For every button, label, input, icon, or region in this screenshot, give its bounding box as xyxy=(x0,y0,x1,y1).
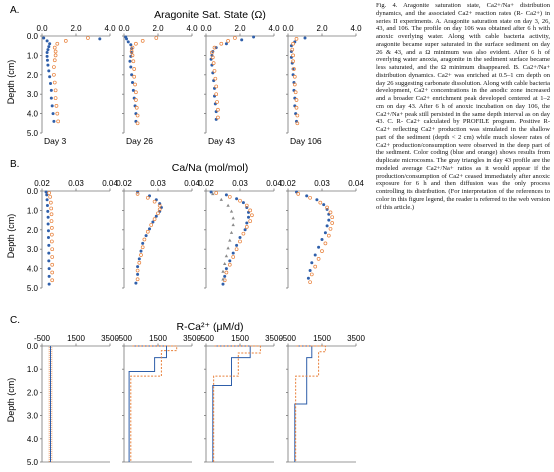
data-point-blue xyxy=(133,97,136,100)
data-point-blue xyxy=(309,269,312,272)
data-point-blue xyxy=(160,206,163,209)
data-point-blue xyxy=(134,120,137,123)
data-point-blue xyxy=(46,59,49,62)
x-tick-label: 4.0 xyxy=(268,24,280,33)
data-point-orange xyxy=(213,69,216,72)
panel-c-title: R-Ca²⁺ (μM/d) xyxy=(176,321,244,333)
data-point-blue xyxy=(50,89,53,92)
data-point-orange xyxy=(250,214,253,217)
data-point-orange xyxy=(50,207,53,210)
y-tick-label: 4.0 xyxy=(26,264,38,274)
x-tick-label: -500 xyxy=(33,334,51,343)
y-tick-label: 5.0 xyxy=(26,284,38,293)
data-point-blue xyxy=(48,42,51,45)
step-profile-orange xyxy=(131,346,177,462)
data-point-orange xyxy=(51,271,54,274)
step-profile-blue xyxy=(213,346,250,462)
x-tick-label: 0.03 xyxy=(68,179,84,188)
data-point-orange xyxy=(132,60,135,63)
data-point-blue xyxy=(327,219,330,222)
x-tick-label: 0.04 xyxy=(102,179,118,188)
data-point-orange xyxy=(294,91,297,94)
x-tick-label: 0.03 xyxy=(314,179,330,188)
data-point-orange xyxy=(295,106,298,109)
x-tick-label: 2.0 xyxy=(152,24,164,33)
data-point-blue xyxy=(232,252,235,255)
data-point-blue xyxy=(292,73,295,76)
data-point-blue xyxy=(292,89,295,92)
data-point-blue xyxy=(315,198,318,201)
data-point-orange xyxy=(239,199,242,202)
panel-b-letter: B. xyxy=(10,159,20,170)
data-point-orange xyxy=(292,54,295,57)
data-point-orange xyxy=(310,273,313,276)
data-point-blue xyxy=(240,38,243,41)
data-point-blue xyxy=(223,275,226,278)
data-point-blue xyxy=(47,69,50,72)
x-tick-label: 0.02 xyxy=(280,179,296,188)
data-point-orange xyxy=(48,191,51,194)
data-point-blue xyxy=(128,60,131,63)
data-point-orange xyxy=(54,97,57,100)
data-point-orange xyxy=(324,242,327,245)
data-point-blue xyxy=(326,224,329,227)
data-point-orange xyxy=(136,114,139,117)
data-point-orange xyxy=(146,230,149,233)
y-tick-label: 1.0 xyxy=(26,365,38,375)
data-point-orange xyxy=(53,81,56,84)
data-point-orange xyxy=(220,42,223,45)
data-point-orange xyxy=(331,216,334,219)
data-point-gray-triangle xyxy=(228,239,231,242)
data-point-gray-triangle xyxy=(226,246,229,249)
data-point-blue xyxy=(45,190,48,193)
data-point-blue xyxy=(134,104,137,107)
data-point-orange xyxy=(53,46,56,49)
data-point-orange xyxy=(141,246,144,249)
data-point-orange xyxy=(50,226,53,229)
data-point-orange xyxy=(50,213,53,216)
data-point-blue xyxy=(214,102,217,105)
x-tick-label: 2.0 xyxy=(70,24,82,33)
data-point-blue xyxy=(235,197,238,200)
data-point-orange xyxy=(51,279,54,282)
x-tick-label: 3500 xyxy=(265,334,283,343)
x-tick-label: 0.0 xyxy=(282,24,294,33)
data-point-blue xyxy=(47,244,50,247)
data-point-blue xyxy=(46,64,49,67)
step-profile-blue xyxy=(129,346,166,462)
y-tick-label: 1.0 xyxy=(26,206,38,216)
data-point-orange xyxy=(239,240,242,243)
data-point-orange xyxy=(133,75,136,78)
y-tick-label: 3.0 xyxy=(26,90,38,100)
y-tick-label: 2.0 xyxy=(26,225,38,235)
data-point-orange xyxy=(52,73,55,76)
data-point-orange xyxy=(296,114,299,117)
data-point-orange xyxy=(157,212,160,215)
data-point-blue xyxy=(225,42,228,45)
data-point-orange xyxy=(321,250,324,253)
data-point-blue xyxy=(322,203,325,206)
x-tick-label: 1500 xyxy=(313,334,331,343)
data-point-orange xyxy=(215,93,218,96)
data-point-blue xyxy=(294,112,297,115)
data-point-orange xyxy=(134,99,137,102)
data-point-blue xyxy=(129,66,132,69)
panel-c-letter: C. xyxy=(10,315,20,326)
data-point-blue xyxy=(136,273,139,276)
data-point-gray-triangle xyxy=(223,262,226,265)
day-label: Day 43 xyxy=(208,136,235,146)
data-point-orange xyxy=(134,42,137,45)
data-point-orange xyxy=(155,36,158,39)
x-tick-label: 2.0 xyxy=(234,24,246,33)
data-point-orange xyxy=(56,42,59,45)
data-point-blue xyxy=(48,267,51,270)
data-point-orange xyxy=(54,89,57,92)
data-point-blue xyxy=(47,45,50,48)
data-point-orange xyxy=(292,42,295,45)
data-point-orange xyxy=(49,201,52,204)
data-point-orange xyxy=(225,271,228,274)
data-point-blue xyxy=(321,238,324,241)
data-point-orange xyxy=(233,36,236,39)
data-point-blue xyxy=(228,259,231,262)
data-point-orange xyxy=(327,234,330,237)
data-point-blue xyxy=(215,110,218,113)
y-tick-label: 0.0 xyxy=(26,32,38,41)
day-label: Day 26 xyxy=(126,136,153,146)
x-tick-label: -500 xyxy=(115,334,133,343)
data-point-blue xyxy=(47,252,50,255)
data-point-orange xyxy=(329,227,332,230)
data-point-blue xyxy=(47,229,50,232)
x-tick-label: 0.0 xyxy=(200,24,212,33)
data-point-blue xyxy=(215,118,218,121)
data-point-orange xyxy=(143,238,146,241)
data-point-blue xyxy=(252,35,255,38)
x-tick-label: 0.02 xyxy=(116,179,132,188)
data-point-blue xyxy=(307,277,310,280)
x-tick-label: 4.0 xyxy=(186,24,198,33)
data-point-orange xyxy=(51,248,54,251)
data-point-orange xyxy=(57,120,60,123)
data-point-blue xyxy=(138,257,141,260)
data-point-blue xyxy=(145,234,148,237)
data-point-orange xyxy=(54,50,57,53)
data-point-gray-triangle xyxy=(226,204,229,207)
x-tick-label: 0.02 xyxy=(34,179,50,188)
x-tick-label: -500 xyxy=(197,334,215,343)
data-point-blue xyxy=(134,282,137,285)
data-point-gray-triangle xyxy=(232,223,235,226)
y-tick-label: 3.0 xyxy=(26,245,38,255)
data-point-blue xyxy=(148,194,151,197)
data-point-orange xyxy=(249,220,252,223)
x-tick-label: 4.0 xyxy=(104,24,116,33)
data-point-blue xyxy=(47,259,50,262)
data-point-blue xyxy=(136,265,139,268)
data-point-gray-triangle xyxy=(220,198,223,201)
data-point-orange xyxy=(245,225,248,228)
data-point-orange xyxy=(329,211,332,214)
data-point-blue xyxy=(247,216,250,219)
data-point-orange xyxy=(141,39,144,42)
data-point-orange xyxy=(227,39,230,42)
x-tick-label: -500 xyxy=(279,334,297,343)
data-point-blue xyxy=(317,246,320,249)
data-point-blue xyxy=(213,87,216,90)
data-point-orange xyxy=(212,62,215,65)
data-point-orange xyxy=(51,255,54,258)
data-point-orange xyxy=(136,269,139,272)
caption-text: Fig. 4. Aragonite saturation state, Ca2+/Na+ distribution dynamics, and the associated Ca2+ reaction rates (R- Ca2+) in series II experiments. A. Aragonite saturation state on day 3, 26, 43, and 106. The profile on day 106 was obtained after 6 h with anoxic overlying water. Along with cable bacteria activity, aragonite became super saturated in the surface sediment on day 26 & 43, and a Ω minimum was also evident. After 6 h of overlying water anoxia, aragonite in the sediment surface became less saturated, and the Ω minimum disappeared. B. Ca2+/Na+ distribution dynamics. Ca2+ was enriched at 0.5–1 cm depth on day 26 suggesting carbonate dissolution. Along with cable bacteria development, Ca2+ concentrations in the anodic zone increased and a broader Ca2+ enrichment peak developed centered at 1–2 cm on day 43. After 6 h of anoxic incubation on day 106, the Ca2+/Na+ peak still persisted in the same depth interval as on day 43. C. R- Ca2+ calculated by PROFILE program. Positive R- Ca2+ reflecting Ca2+ production was simulated in the shallow part of the sediment (depth < 2 cm) while much slower rates of Ca2+ production/consumption were observed in the deep part of the sediment. Color coding (blue and orange) shows results from duplicate microcosms. The gray triangles in day 43 profile are the modeled average Ca2+/Na+ ratios as it would appear if the production/consumption of Ca2+ ceased immediately after anoxic exposure for 6 h and then diffusion was the only process controlling its distribution. (For interpretation of the references to color in this figure legend, the reader is referred to the web version of this article.) xyxy=(376,2,550,211)
data-point-blue xyxy=(52,120,55,123)
data-point-blue xyxy=(127,40,130,43)
data-point-blue xyxy=(211,71,214,74)
data-point-blue xyxy=(239,236,242,239)
x-tick-label: 0.0 xyxy=(36,24,48,33)
data-point-blue xyxy=(49,82,52,85)
data-point-orange xyxy=(135,106,138,109)
step-profile-orange xyxy=(214,346,261,462)
data-point-blue xyxy=(235,244,238,247)
data-point-orange xyxy=(317,257,320,260)
y-tick-label: 3.0 xyxy=(26,411,38,421)
data-point-blue xyxy=(46,48,49,51)
data-point-orange xyxy=(242,232,245,235)
data-point-orange xyxy=(55,104,58,107)
data-point-blue xyxy=(222,283,225,286)
x-tick-label: 3500 xyxy=(347,334,365,343)
plot-area xyxy=(27,24,366,467)
x-tick-label: 0.03 xyxy=(232,179,248,188)
data-point-orange xyxy=(140,254,143,257)
data-point-gray-triangle xyxy=(232,216,235,219)
data-point-orange xyxy=(216,100,219,103)
data-point-blue xyxy=(293,104,296,107)
data-point-blue xyxy=(48,75,51,78)
data-point-blue xyxy=(210,58,213,61)
data-point-blue xyxy=(51,104,54,107)
data-point-orange xyxy=(53,59,56,62)
data-point-orange xyxy=(214,77,217,80)
data-point-blue xyxy=(46,55,49,58)
data-point-orange xyxy=(293,75,296,78)
data-point-blue xyxy=(46,198,49,201)
data-point-orange xyxy=(54,54,57,57)
data-point-orange xyxy=(228,263,231,266)
data-point-orange xyxy=(86,36,89,39)
data-point-orange xyxy=(51,263,54,266)
data-point-blue xyxy=(48,283,51,286)
data-point-blue xyxy=(52,112,55,115)
data-point-gray-triangle xyxy=(230,231,233,234)
data-point-orange xyxy=(146,196,149,199)
data-point-blue xyxy=(245,222,248,225)
data-point-orange xyxy=(138,261,141,264)
data-point-orange xyxy=(50,220,53,223)
data-point-blue xyxy=(42,36,45,39)
data-point-blue xyxy=(244,228,247,231)
data-point-blue xyxy=(212,79,215,82)
x-tick-label: 1500 xyxy=(67,334,85,343)
data-point-orange xyxy=(153,200,156,203)
data-point-blue xyxy=(148,227,151,230)
x-tick-label: 1500 xyxy=(231,334,249,343)
y-tick-label: 5.0 xyxy=(26,129,38,138)
data-point-blue xyxy=(46,39,49,42)
y-tick-label: 5.0 xyxy=(26,458,38,467)
data-point-blue xyxy=(155,198,158,201)
data-point-orange xyxy=(228,195,231,198)
step-profile-blue xyxy=(295,346,312,462)
data-point-gray-triangle xyxy=(230,210,233,213)
data-point-blue xyxy=(210,64,213,67)
data-point-blue xyxy=(247,211,250,214)
data-point-blue xyxy=(134,112,137,115)
data-point-orange xyxy=(216,108,219,111)
x-tick-label: 4.0 xyxy=(350,24,362,33)
x-tick-label: 0.04 xyxy=(266,179,282,188)
panel-c-ylabel: Depth (cm) xyxy=(6,377,16,423)
data-point-blue xyxy=(225,267,228,270)
x-tick-label: 0.02 xyxy=(198,179,214,188)
panel-a-ylabel: Depth (cm) xyxy=(6,59,16,105)
data-point-orange xyxy=(134,83,137,86)
data-point-blue xyxy=(290,44,293,47)
data-point-blue xyxy=(48,275,51,278)
x-tick-label: 1500 xyxy=(149,334,167,343)
panel-b-ylabel: Depth (cm) xyxy=(6,213,16,259)
x-tick-label: 3500 xyxy=(101,334,119,343)
panel-b-title: Ca/Na (mol/mol) xyxy=(171,162,249,174)
data-point-blue xyxy=(213,95,216,98)
data-point-blue xyxy=(125,37,128,40)
data-point-blue xyxy=(151,221,154,224)
data-point-orange xyxy=(319,201,322,204)
panel-a-title: Aragonite Sat. State (Ω) xyxy=(154,9,266,21)
data-point-orange xyxy=(295,99,298,102)
data-point-blue xyxy=(304,36,307,39)
data-point-orange xyxy=(64,39,67,42)
data-point-blue xyxy=(295,190,298,193)
data-point-orange xyxy=(215,191,218,194)
data-point-blue xyxy=(314,254,317,257)
data-point-orange xyxy=(331,222,334,225)
figure-caption xyxy=(376,2,550,211)
data-point-blue xyxy=(242,201,245,204)
data-point-orange xyxy=(56,112,59,115)
data-point-orange xyxy=(309,281,312,284)
data-point-blue xyxy=(98,37,101,40)
data-point-orange xyxy=(133,67,136,70)
data-point-blue xyxy=(47,222,50,225)
data-point-blue xyxy=(225,193,228,196)
data-point-orange xyxy=(309,196,312,199)
data-point-orange xyxy=(235,248,238,251)
day-label: Day 3 xyxy=(44,136,67,146)
data-point-orange xyxy=(297,192,300,195)
data-point-orange xyxy=(136,122,139,125)
data-point-orange xyxy=(50,240,53,243)
data-point-orange xyxy=(50,233,53,236)
data-point-orange xyxy=(249,209,252,212)
data-point-blue xyxy=(47,236,50,239)
data-point-blue xyxy=(293,97,296,100)
data-point-blue xyxy=(50,97,53,100)
data-point-orange xyxy=(52,66,55,69)
data-point-blue xyxy=(324,231,327,234)
data-point-orange xyxy=(136,278,139,281)
data-point-gray-triangle xyxy=(225,254,228,257)
data-point-orange xyxy=(295,37,298,40)
data-point-blue xyxy=(129,43,132,46)
data-point-gray-triangle xyxy=(221,270,224,273)
data-point-blue xyxy=(140,250,143,253)
data-point-orange xyxy=(134,91,137,94)
y-tick-label: 2.0 xyxy=(26,388,38,398)
y-tick-label: 4.0 xyxy=(26,434,38,444)
x-tick-label: 0.0 xyxy=(118,24,130,33)
day-label: Day 106 xyxy=(290,136,322,146)
data-point-orange xyxy=(216,116,219,119)
data-point-orange xyxy=(232,255,235,258)
data-point-orange xyxy=(49,195,52,198)
data-point-blue xyxy=(46,51,49,54)
data-point-blue xyxy=(141,242,144,245)
y-tick-label: 0.0 xyxy=(26,187,38,196)
x-tick-label: 0.04 xyxy=(348,179,364,188)
data-point-orange xyxy=(215,85,218,88)
panel-a-letter: A. xyxy=(10,5,20,16)
y-tick-label: 4.0 xyxy=(26,109,38,119)
data-point-blue xyxy=(305,194,308,197)
data-point-blue xyxy=(210,190,213,193)
data-point-orange xyxy=(314,265,317,268)
x-tick-label: 2.0 xyxy=(316,24,328,33)
data-point-orange xyxy=(150,223,153,226)
data-point-blue xyxy=(46,204,49,207)
y-tick-label: 2.0 xyxy=(26,70,38,80)
data-point-blue xyxy=(290,56,293,59)
data-point-blue xyxy=(293,40,296,43)
data-point-blue xyxy=(47,216,50,219)
data-point-blue xyxy=(155,215,158,218)
data-point-blue xyxy=(310,261,313,264)
data-point-orange xyxy=(153,218,156,221)
x-tick-label: 0.03 xyxy=(150,179,166,188)
x-tick-label: 3500 xyxy=(183,334,201,343)
x-tick-label: 0.04 xyxy=(184,179,200,188)
y-tick-label: 0.0 xyxy=(26,342,38,351)
data-point-blue xyxy=(327,213,330,216)
y-tick-label: 1.0 xyxy=(26,51,38,61)
data-point-blue xyxy=(46,210,49,213)
